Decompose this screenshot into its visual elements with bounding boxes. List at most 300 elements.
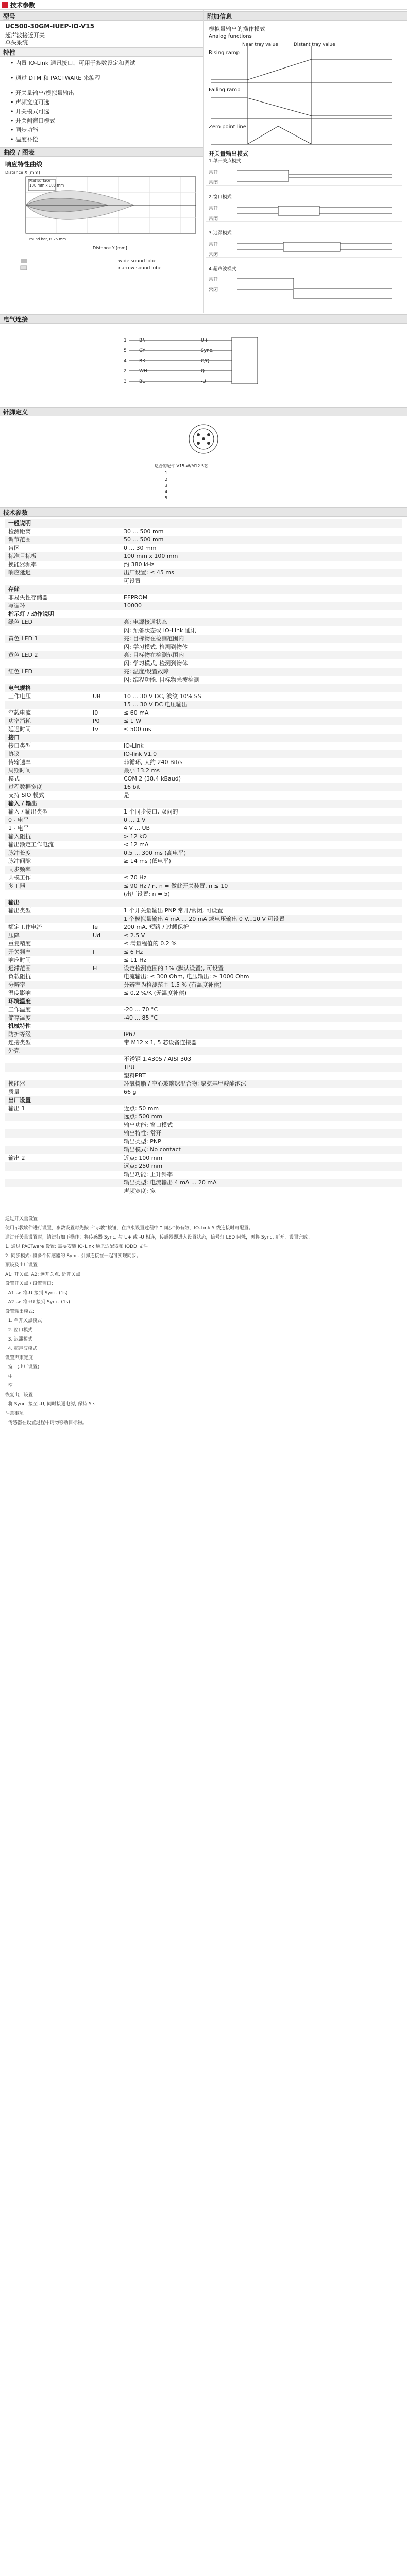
tech-value: 50 ... 500 mm — [124, 536, 164, 543]
tech-label: 模式 — [8, 775, 20, 782]
table-row — [5, 816, 402, 824]
note-line: 通过开关量设置 — [5, 1216, 38, 1222]
table-row — [5, 989, 402, 997]
tech-label: 1 - 电平 — [8, 825, 29, 832]
switch-mode-a-3: 常开 — [209, 242, 218, 247]
tech-label: 标准目标板 — [8, 553, 37, 560]
tech-value: 分辨率为检测范围 1.5 % (有温度补偿) — [124, 981, 222, 988]
tech-label: 脉冲长度 — [8, 850, 31, 856]
tech-value: 近点: 100 mm — [124, 1155, 163, 1161]
pin-4: 4 — [165, 489, 168, 494]
tech-value: 不锈钢 1.4305 / AISI 303 — [124, 1056, 192, 1062]
switch-mode-a-1: 常开 — [209, 170, 218, 175]
tech-value: > 12 kΩ — [124, 833, 147, 840]
tech-value: -20 ... 70 °C — [124, 1006, 158, 1013]
table-row — [5, 659, 402, 668]
wire-color-1: BN — [139, 338, 146, 343]
note-line: 宽 (出厂设置) — [5, 1365, 40, 1370]
table-row — [5, 866, 402, 874]
note-line: 将 Sync. 接至 -U, 同时接通电源, 保持 5 s — [5, 1402, 96, 1407]
table-row — [5, 1179, 402, 1187]
table-row — [5, 931, 402, 940]
tech-label: 多工器 — [8, 883, 25, 889]
table-row — [5, 808, 402, 816]
switch-mode-b-4: 常闭 — [209, 287, 218, 293]
tech-label: 输出额定工作电流 — [8, 841, 54, 848]
table-row — [5, 849, 402, 857]
tech-label: 传输速率 — [8, 759, 31, 766]
table-row — [5, 791, 402, 800]
product-subtitle: 超声波接近开关 — [5, 32, 45, 39]
table-row — [5, 1063, 402, 1072]
tech-label: 换能器 — [8, 1080, 25, 1087]
tech-label: 检测距离 — [8, 528, 31, 535]
table-row — [5, 717, 402, 725]
tech-value: 闪: 学习模式, 检测到物体 — [124, 660, 188, 667]
table-row — [5, 709, 402, 717]
tech-label: 电气规格 — [8, 685, 31, 691]
table-row — [5, 544, 402, 552]
tech-symbol: Ie — [93, 924, 98, 930]
tech-value: -40 ... 85 °C — [124, 1014, 158, 1021]
tech-value: 出厂设置: ≤ 45 ms — [124, 569, 174, 576]
table-row — [5, 626, 402, 635]
table-row — [5, 775, 402, 783]
tech-value: 4 V ... UB — [124, 825, 150, 832]
tech-value: COM 2 (38.4 kBaud) — [124, 775, 181, 782]
note-line: 注意事项 — [5, 1411, 24, 1416]
table-row — [5, 1088, 402, 1096]
table-row — [5, 758, 402, 767]
falling-ramp-label: Falling ramp — [209, 87, 241, 93]
wire-color-5: BU — [139, 379, 146, 384]
wire-num-4: 2 — [124, 369, 127, 374]
table-row — [5, 561, 402, 569]
tech-value: 亮: 目标物在检测范围内 — [124, 652, 184, 658]
tech-label: 黄色 LED 2 — [8, 652, 38, 658]
note-line: A1: 开关点, A2: 远开关点, 近开关点 — [5, 1272, 80, 1277]
note-line: 2. 窗口模式 — [5, 1328, 33, 1333]
tech-value: 亮: 温度/设置故障 — [124, 668, 169, 675]
tech-value: 声频宽度: 宽 — [124, 1188, 156, 1194]
tech-label: 延迟时间 — [8, 726, 31, 733]
tech-value: 30 ... 500 mm — [124, 528, 164, 535]
wire-label-2: Sync. — [201, 348, 214, 353]
tech-value: IP67 — [124, 1031, 136, 1038]
table-row — [5, 668, 402, 676]
table-row — [5, 997, 402, 1006]
tech-label: 空载电流 — [8, 709, 31, 716]
switch-mode-a-2: 常开 — [209, 206, 218, 211]
tech-value: 输出功能: 上升斜率 — [124, 1171, 173, 1178]
table-row — [5, 1162, 402, 1171]
tech-label: 迟滞范围 — [8, 965, 31, 972]
pin-connector-icon — [183, 418, 224, 460]
tech-value: 亮: 电源接通状态 — [124, 619, 167, 625]
wire-num-1: 1 — [124, 338, 127, 343]
rising-ramp-label: Rising ramp — [209, 50, 240, 56]
tech-label: 输出 1 — [8, 1105, 25, 1112]
tech-label: 防护等级 — [8, 1031, 31, 1038]
tech-label: 同步频率 — [8, 866, 31, 873]
section-tech: 技术参数 — [0, 507, 407, 517]
table-row — [5, 528, 402, 536]
tech-label: 负载阻抗 — [8, 973, 31, 980]
tech-label: 响应时间 — [8, 957, 31, 963]
section-model: 型号 — [0, 11, 204, 21]
tech-label: 额定工作电流 — [8, 924, 42, 930]
tech-value: 输出模式: No contact — [124, 1146, 181, 1153]
switch-mode-b-2: 常闭 — [209, 216, 218, 222]
pin-caption: 适合的配件 V15-W/M12 5芯 — [155, 464, 209, 468]
pin-1: 1 — [165, 471, 168, 476]
curve-legend-1: Flat surface — [29, 179, 51, 183]
tech-label: 红色 LED — [8, 668, 33, 675]
tech-value: 最小 13.2 ms — [124, 767, 160, 774]
curve-legend-4: wide sound lobe — [118, 259, 157, 264]
table-row — [5, 692, 402, 701]
wire-color-3: BK — [139, 359, 146, 364]
table-row — [5, 1080, 402, 1088]
switch-mode-a-4: 常开 — [209, 277, 218, 282]
tech-value: 0 ... 1 V — [124, 817, 146, 823]
table-row — [5, 651, 402, 659]
table-row — [5, 1096, 402, 1105]
table-row — [5, 1006, 402, 1014]
tech-value: 100 mm x 100 mm — [124, 553, 178, 560]
tech-value: 10 ... 30 V DC, 波纹 10% SS — [124, 693, 201, 700]
note-line: 设置声束宽度 — [5, 1355, 33, 1361]
table-row — [5, 923, 402, 931]
table-row — [5, 610, 402, 618]
table-row — [5, 725, 402, 734]
table-row — [5, 948, 402, 956]
tech-value: 10000 — [124, 602, 142, 609]
tech-label: 输出 2 — [8, 1155, 25, 1161]
switch-mode-b-3: 常闭 — [209, 252, 218, 258]
tech-value: 200 mA, 短路 / 过载保护 — [124, 924, 189, 930]
tech-value: ≤ 500 ms — [124, 726, 151, 733]
tech-value: 输出功能: 窗口模式 — [124, 1122, 173, 1128]
table-row — [5, 618, 402, 626]
tech-value: 环氧树脂 / 空心玻璃球混合物; 聚氨基甲酸酯泡沫 — [124, 1080, 246, 1087]
tech-value: 闪: 学习模式, 检测到物体 — [124, 643, 188, 650]
tech-label: 输出 — [8, 899, 20, 906]
tech-value: 可设置 — [124, 578, 141, 584]
tech-value: ≤ 90 Hz / n, n = 做此开关装置, n ≤ 10 — [124, 883, 228, 889]
tech-value: 约 380 kHz — [124, 561, 155, 568]
table-row — [5, 1146, 402, 1154]
feature-item: • 同步功能 — [10, 127, 38, 133]
tech-label: 非易失性存储器 — [8, 594, 48, 601]
tech-value: 远点: 500 mm — [124, 1113, 163, 1120]
wire-label-3: C/Q — [201, 359, 210, 364]
tech-label: 接口 — [8, 734, 20, 741]
tech-symbol: Ud — [93, 932, 101, 939]
table-row — [5, 1129, 402, 1138]
tech-label: 周期时间 — [8, 767, 31, 774]
switch-mode-b-1: 常闭 — [209, 180, 218, 185]
section-extra: 附加信息 — [204, 11, 407, 21]
wire-num-5: 3 — [124, 379, 127, 384]
tech-label: 环境温度 — [8, 998, 31, 1005]
tech-value: 电流输出: ≤ 300 Ohm, 电压输出: ≥ 1000 Ohm — [124, 973, 249, 980]
wire-num-3: 4 — [124, 359, 127, 364]
curve-legend-5: narrow sound lobe — [118, 266, 162, 271]
tech-label: 输出类型 — [8, 907, 31, 914]
table-row — [5, 585, 402, 594]
table-row — [5, 767, 402, 775]
table-row — [5, 742, 402, 750]
wire-color-4: WH — [139, 369, 147, 374]
near-label: Near tray value — [242, 42, 278, 47]
table-row — [5, 1138, 402, 1146]
switch-modes-diagram — [206, 155, 402, 309]
note-line: 使用示教软件进行设置，参数设置时先按下“示教”按钮，在声束设置过程中 “ 同步”仍有效，IO-Link 5 线连接时可配置。 — [5, 1226, 253, 1231]
tech-value: TPU — [124, 1064, 135, 1071]
tech-label: 质量 — [8, 1089, 20, 1095]
tech-value: IO-link V1.0 — [124, 751, 157, 757]
note-line: 设置输出模式: — [5, 1309, 35, 1314]
tech-value: 输出类型: PNP — [124, 1138, 161, 1145]
tech-symbol: f — [93, 948, 95, 955]
tech-label: 连接类型 — [8, 1039, 31, 1046]
table-row — [5, 800, 402, 808]
curve-legend-swatch — [5, 258, 108, 273]
note-line: 设置开关点 / 设置窗口: — [5, 1281, 53, 1286]
tech-label: 协议 — [8, 751, 20, 757]
table-row — [5, 824, 402, 833]
tech-label: 开关频率 — [8, 948, 31, 955]
wire-label-5: -U — [201, 379, 206, 384]
tech-value: (出厂设置: n = 5) — [124, 891, 170, 897]
analog-modes-title: 模拟量输出的操作模式 — [209, 26, 265, 32]
top-bar — [0, 0, 407, 10]
tech-value: 1 个模拟量输出 4 mA ... 20 mA 或电压输出 0 V...10 V 可设置 — [124, 916, 285, 922]
tech-value: 1 个开关量输出 PNP 常开/常闭, 可设置 — [124, 907, 223, 914]
tech-value: 15 ... 30 V DC 电压输出 — [124, 701, 188, 708]
tech-label: 支持 SIO 模式 — [8, 792, 44, 799]
table-row — [5, 602, 402, 610]
tech-value: 输出类型: 电流输出 4 mA ... 20 mA — [124, 1179, 217, 1186]
tech-value: 亮: 目标物在检测范围内 — [124, 635, 184, 642]
tech-value: 带 M12 x 1, 5 芯设备连接器 — [124, 1039, 197, 1046]
tech-value: ≤ 6 Hz — [124, 948, 143, 955]
note-line: 3. 迟滞模式 — [5, 1337, 33, 1342]
tech-label: 接口类型 — [8, 742, 31, 749]
tech-symbol: P0 — [93, 718, 100, 724]
table-row — [5, 1055, 402, 1063]
tech-symbol: tv — [93, 726, 98, 733]
table-row — [5, 1171, 402, 1179]
table-row — [5, 783, 402, 791]
tech-symbol: I0 — [93, 709, 98, 716]
feature-item: • 开关量输出/模拟量输出 — [10, 90, 74, 96]
table-row — [5, 734, 402, 742]
wire-color-2: GY — [139, 348, 146, 353]
tech-label: 黄色 LED 1 — [8, 635, 38, 642]
note-line: 2. 同步模式: 将多个传感器的 Sync. 引脚连接在一起可实现同步。 — [5, 1253, 141, 1259]
table-row — [5, 594, 402, 602]
tech-label: 换能器频率 — [8, 561, 37, 568]
tech-label: 盲区 — [8, 545, 20, 551]
note-line: 4. 超声波模式 — [5, 1346, 38, 1351]
table-row — [5, 1105, 402, 1113]
table-row — [5, 577, 402, 585]
tech-label: 温度影响 — [8, 990, 31, 996]
tech-label: 共模工作 — [8, 874, 31, 881]
pin-5: 5 — [165, 496, 168, 500]
note-line: 通过开关量设置时，请进行如下操作：将传感器 Sync. 与 U+ 或 -U 相连，传感器即进入设置状态，信号灯 LED 闪烁，再将 Sync. 断开，设置完成。 — [5, 1235, 313, 1240]
section-curves: 曲线 / 图表 — [0, 147, 204, 157]
note-line: 窄 — [5, 1383, 13, 1388]
analog-functions-label: Analog functions — [209, 33, 252, 39]
tech-value: ≤ 60 mA — [124, 709, 149, 716]
curve-xaxis: Distance Y [mm] — [93, 246, 127, 250]
table-row — [5, 536, 402, 544]
tech-value: IO-Link — [124, 742, 144, 749]
tech-label: 写循环 — [8, 602, 25, 609]
table-row — [5, 940, 402, 948]
tech-value: ≤ 1 W — [124, 718, 142, 724]
table-row — [5, 1121, 402, 1129]
curve-legend-3: round bar, Ø 25 mm — [29, 237, 66, 241]
note-line: 1. 单开关点模式 — [5, 1318, 42, 1324]
table-row — [5, 833, 402, 841]
table-row — [5, 1030, 402, 1039]
table-row — [5, 899, 402, 907]
table-row — [5, 552, 402, 561]
table-row — [5, 1113, 402, 1121]
tech-label: 重复精度 — [8, 940, 31, 947]
product-name: UC500-30GM-IUEP-IO-V15 — [5, 23, 95, 30]
tech-label: 过程数据宽度 — [8, 784, 42, 790]
table-row — [5, 1014, 402, 1022]
table-row — [5, 750, 402, 758]
tech-label: 工作温度 — [8, 1006, 31, 1013]
tech-label: 输入 / 输出 — [8, 800, 37, 807]
tech-value: ≤ 满量程值的 0.2 % — [124, 940, 177, 947]
feature-item: • 声频宽度可选 — [10, 99, 49, 106]
switch-mode-label-1: 1.单开关点模式 — [209, 159, 241, 164]
tech-value: < 12 mA — [124, 841, 149, 848]
tech-value: 远点: 250 mm — [124, 1163, 163, 1170]
note-line: A1 -> 将-U 接到 Sync. (1s) — [5, 1291, 68, 1296]
feature-item: • 开关侧窗口模式 — [10, 117, 55, 124]
product-subtitle-2: 单头系统 — [5, 39, 28, 46]
pin-3: 3 — [165, 483, 168, 488]
table-row — [5, 890, 402, 899]
tech-value: ≥ 14 ms (低电平) — [124, 858, 171, 865]
switch-mode-label-2: 2.窗口模式 — [209, 195, 232, 200]
tech-value: 近点: 50 mm — [124, 1105, 159, 1112]
feature-item: • 开关模式可选 — [10, 108, 49, 115]
switch-modes-title: 开关量输出模式 — [209, 150, 248, 157]
table-row — [5, 1154, 402, 1162]
table-row — [5, 569, 402, 577]
tech-value: ≤ 0.2 %/K (无温度补偿) — [124, 990, 187, 996]
note-line: 预设及出厂设置 — [5, 1263, 38, 1268]
note-line: 恢复出厂设置 — [5, 1393, 33, 1398]
tech-label: 指示灯 / 动作说明 — [8, 611, 54, 617]
table-row — [5, 956, 402, 964]
tech-label: 机械特性 — [8, 1023, 31, 1029]
tech-label: 脉冲间隙 — [8, 858, 31, 865]
distant-label: Distant tray value — [294, 42, 335, 47]
curve-legend-2: 100 mm x 100 mm — [29, 183, 64, 188]
tech-value: 0.5 ... 300 ms (高电平) — [124, 850, 186, 856]
tech-label: 输入阻抗 — [8, 833, 31, 840]
tech-value: 0 ... 30 mm — [124, 545, 157, 551]
tech-label: 0 - 电平 — [8, 817, 29, 823]
table-row — [5, 973, 402, 981]
tech-label: 出厂设置 — [8, 1097, 31, 1104]
wire-num-2: 5 — [124, 348, 127, 353]
tech-label: 一般说明 — [8, 520, 31, 527]
table-row — [5, 1047, 402, 1055]
table-row — [5, 1187, 402, 1195]
tech-label: 调节范围 — [8, 536, 31, 543]
note-line: 传感器在设置过程中请勿移动目标物。 — [5, 1420, 87, 1426]
table-row — [5, 635, 402, 643]
feature-item: • 通过 DTM 和 PACTWARE 来编程 — [10, 75, 100, 81]
tech-label: 储存温度 — [8, 1014, 31, 1021]
wire-label-4: Q — [201, 369, 205, 374]
table-row — [5, 1039, 402, 1047]
tech-value: 16 bit — [124, 784, 140, 790]
table-row — [5, 701, 402, 709]
table-row — [5, 643, 402, 651]
brand-logo-icon — [2, 2, 8, 8]
table-row — [5, 874, 402, 882]
feature-item: • 温度补偿 — [10, 136, 38, 143]
tech-value: 1 个同步接口, 双向的 — [124, 808, 178, 815]
tech-label: 响应延迟 — [8, 569, 31, 576]
table-row — [5, 915, 402, 923]
table-row — [5, 981, 402, 989]
tech-label: 外壳 — [8, 1047, 20, 1054]
feature-item: • 内置 IO-Link 通讯接口，可用于参数设定和调试 — [10, 60, 135, 66]
table-row — [5, 676, 402, 684]
table-row — [5, 519, 402, 528]
switch-mode-label-4: 4.超声波模式 — [209, 267, 236, 272]
tech-value: 输出特性: 常开 — [124, 1130, 162, 1137]
tech-label: 输入 / 输出类型 — [8, 808, 48, 815]
table-row — [5, 684, 402, 692]
curve-unit: Distance X [mm] — [5, 170, 40, 175]
tech-label: 存储 — [8, 586, 20, 592]
analog-modes-diagram — [206, 41, 402, 149]
wire-label-1: U+ — [201, 338, 209, 343]
tech-value: 设定检测范围的 1% (默认设置), 可设置 — [124, 965, 224, 972]
tech-value: 闪: 预备状态或 IO-Link 通讯 — [124, 627, 196, 634]
tech-value: ≤ 11 Hz — [124, 957, 147, 963]
section-features: 特性 — [0, 47, 204, 57]
table-row — [5, 857, 402, 866]
tech-label: 绿色 LED — [8, 619, 33, 625]
note-line: A2 -> 将+U 接到 Sync. (1s) — [5, 1300, 70, 1305]
tech-label: 工作电压 — [8, 693, 31, 700]
tech-label: 分辨率 — [8, 981, 25, 988]
tech-value: 闪: 编程功能, 目标物未被检测 — [124, 676, 199, 683]
tech-value: 66 g — [124, 1089, 137, 1095]
switch-mode-label-3: 3.迟滞模式 — [209, 231, 232, 236]
pin-2: 2 — [165, 477, 168, 482]
table-row — [5, 882, 402, 890]
table-row — [5, 964, 402, 973]
tech-label: 功率消耗 — [8, 718, 31, 724]
section-pin: 针脚定义 — [0, 407, 407, 416]
